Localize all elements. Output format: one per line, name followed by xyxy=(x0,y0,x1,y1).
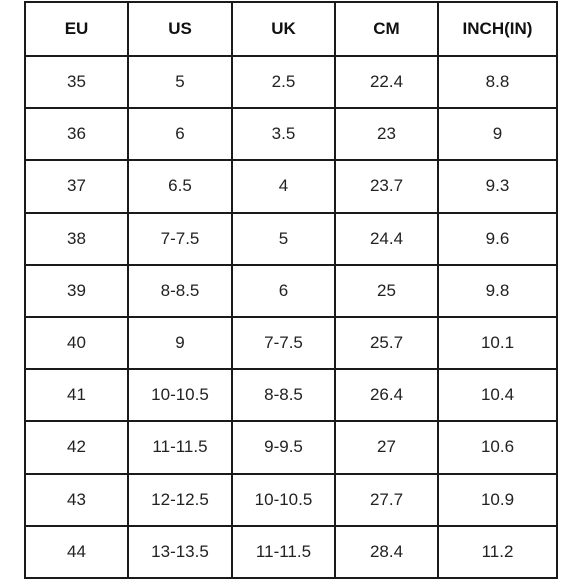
table-row xyxy=(25,526,557,578)
cell-cm: 27 xyxy=(335,421,438,473)
cell-eu: 36 xyxy=(25,108,128,160)
cell-inch: 9.8 xyxy=(438,265,557,317)
cell-eu: 37 xyxy=(25,160,128,212)
table-row xyxy=(25,160,557,212)
cell-cm: 26.4 xyxy=(335,369,438,421)
cell-cm: 28.4 xyxy=(335,526,438,578)
cell-eu: 38 xyxy=(25,213,128,265)
cell-us: 12-12.5 xyxy=(128,474,232,526)
table-body xyxy=(25,56,557,578)
cell-eu: 43 xyxy=(25,474,128,526)
cell-us: 5 xyxy=(128,56,232,108)
cell-cm: 25 xyxy=(335,265,438,317)
cell-inch: 9.6 xyxy=(438,213,557,265)
header-uk: UK xyxy=(232,2,335,56)
header-inch: INCH(IN) xyxy=(438,2,557,56)
cell-us: 7-7.5 xyxy=(128,213,232,265)
cell-cm: 23 xyxy=(335,108,438,160)
cell-inch: 10.6 xyxy=(438,421,557,473)
cell-cm: 22.4 xyxy=(335,56,438,108)
cell-eu: 42 xyxy=(25,421,128,473)
cell-uk: 4 xyxy=(232,160,335,212)
cell-inch: 11.2 xyxy=(438,526,557,578)
cell-inch: 10.1 xyxy=(438,317,557,369)
cell-eu: 44 xyxy=(25,526,128,578)
table-row xyxy=(25,474,557,526)
cell-uk: 6 xyxy=(232,265,335,317)
cell-inch: 10.4 xyxy=(438,369,557,421)
cell-cm: 23.7 xyxy=(335,160,438,212)
size-chart-table xyxy=(24,1,558,579)
table-row xyxy=(25,56,557,108)
header-us: US xyxy=(128,2,232,56)
header-row xyxy=(25,2,557,56)
cell-eu: 39 xyxy=(25,265,128,317)
cell-cm: 27.7 xyxy=(335,474,438,526)
cell-us: 11-11.5 xyxy=(128,421,232,473)
cell-cm: 24.4 xyxy=(335,213,438,265)
cell-uk: 8-8.5 xyxy=(232,369,335,421)
cell-uk: 11-11.5 xyxy=(232,526,335,578)
cell-uk: 2.5 xyxy=(232,56,335,108)
table-row xyxy=(25,213,557,265)
header-cm: CM xyxy=(335,2,438,56)
cell-us: 6 xyxy=(128,108,232,160)
cell-eu: 35 xyxy=(25,56,128,108)
cell-us: 9 xyxy=(128,317,232,369)
table-row xyxy=(25,265,557,317)
cell-cm: 25.7 xyxy=(335,317,438,369)
cell-uk: 9-9.5 xyxy=(232,421,335,473)
table-row xyxy=(25,108,557,160)
cell-eu: 40 xyxy=(25,317,128,369)
cell-inch: 9 xyxy=(438,108,557,160)
cell-inch: 8.8 xyxy=(438,56,557,108)
cell-inch: 9.3 xyxy=(438,160,557,212)
cell-us: 8-8.5 xyxy=(128,265,232,317)
cell-uk: 5 xyxy=(232,213,335,265)
cell-us: 13-13.5 xyxy=(128,526,232,578)
table-row xyxy=(25,369,557,421)
table-row xyxy=(25,317,557,369)
cell-eu: 41 xyxy=(25,369,128,421)
cell-us: 6.5 xyxy=(128,160,232,212)
cell-inch: 10.9 xyxy=(438,474,557,526)
cell-uk: 10-10.5 xyxy=(232,474,335,526)
cell-us: 10-10.5 xyxy=(128,369,232,421)
table-header xyxy=(25,2,557,56)
table-row xyxy=(25,421,557,473)
cell-uk: 7-7.5 xyxy=(232,317,335,369)
cell-uk: 3.5 xyxy=(232,108,335,160)
header-eu: EU xyxy=(25,2,128,56)
